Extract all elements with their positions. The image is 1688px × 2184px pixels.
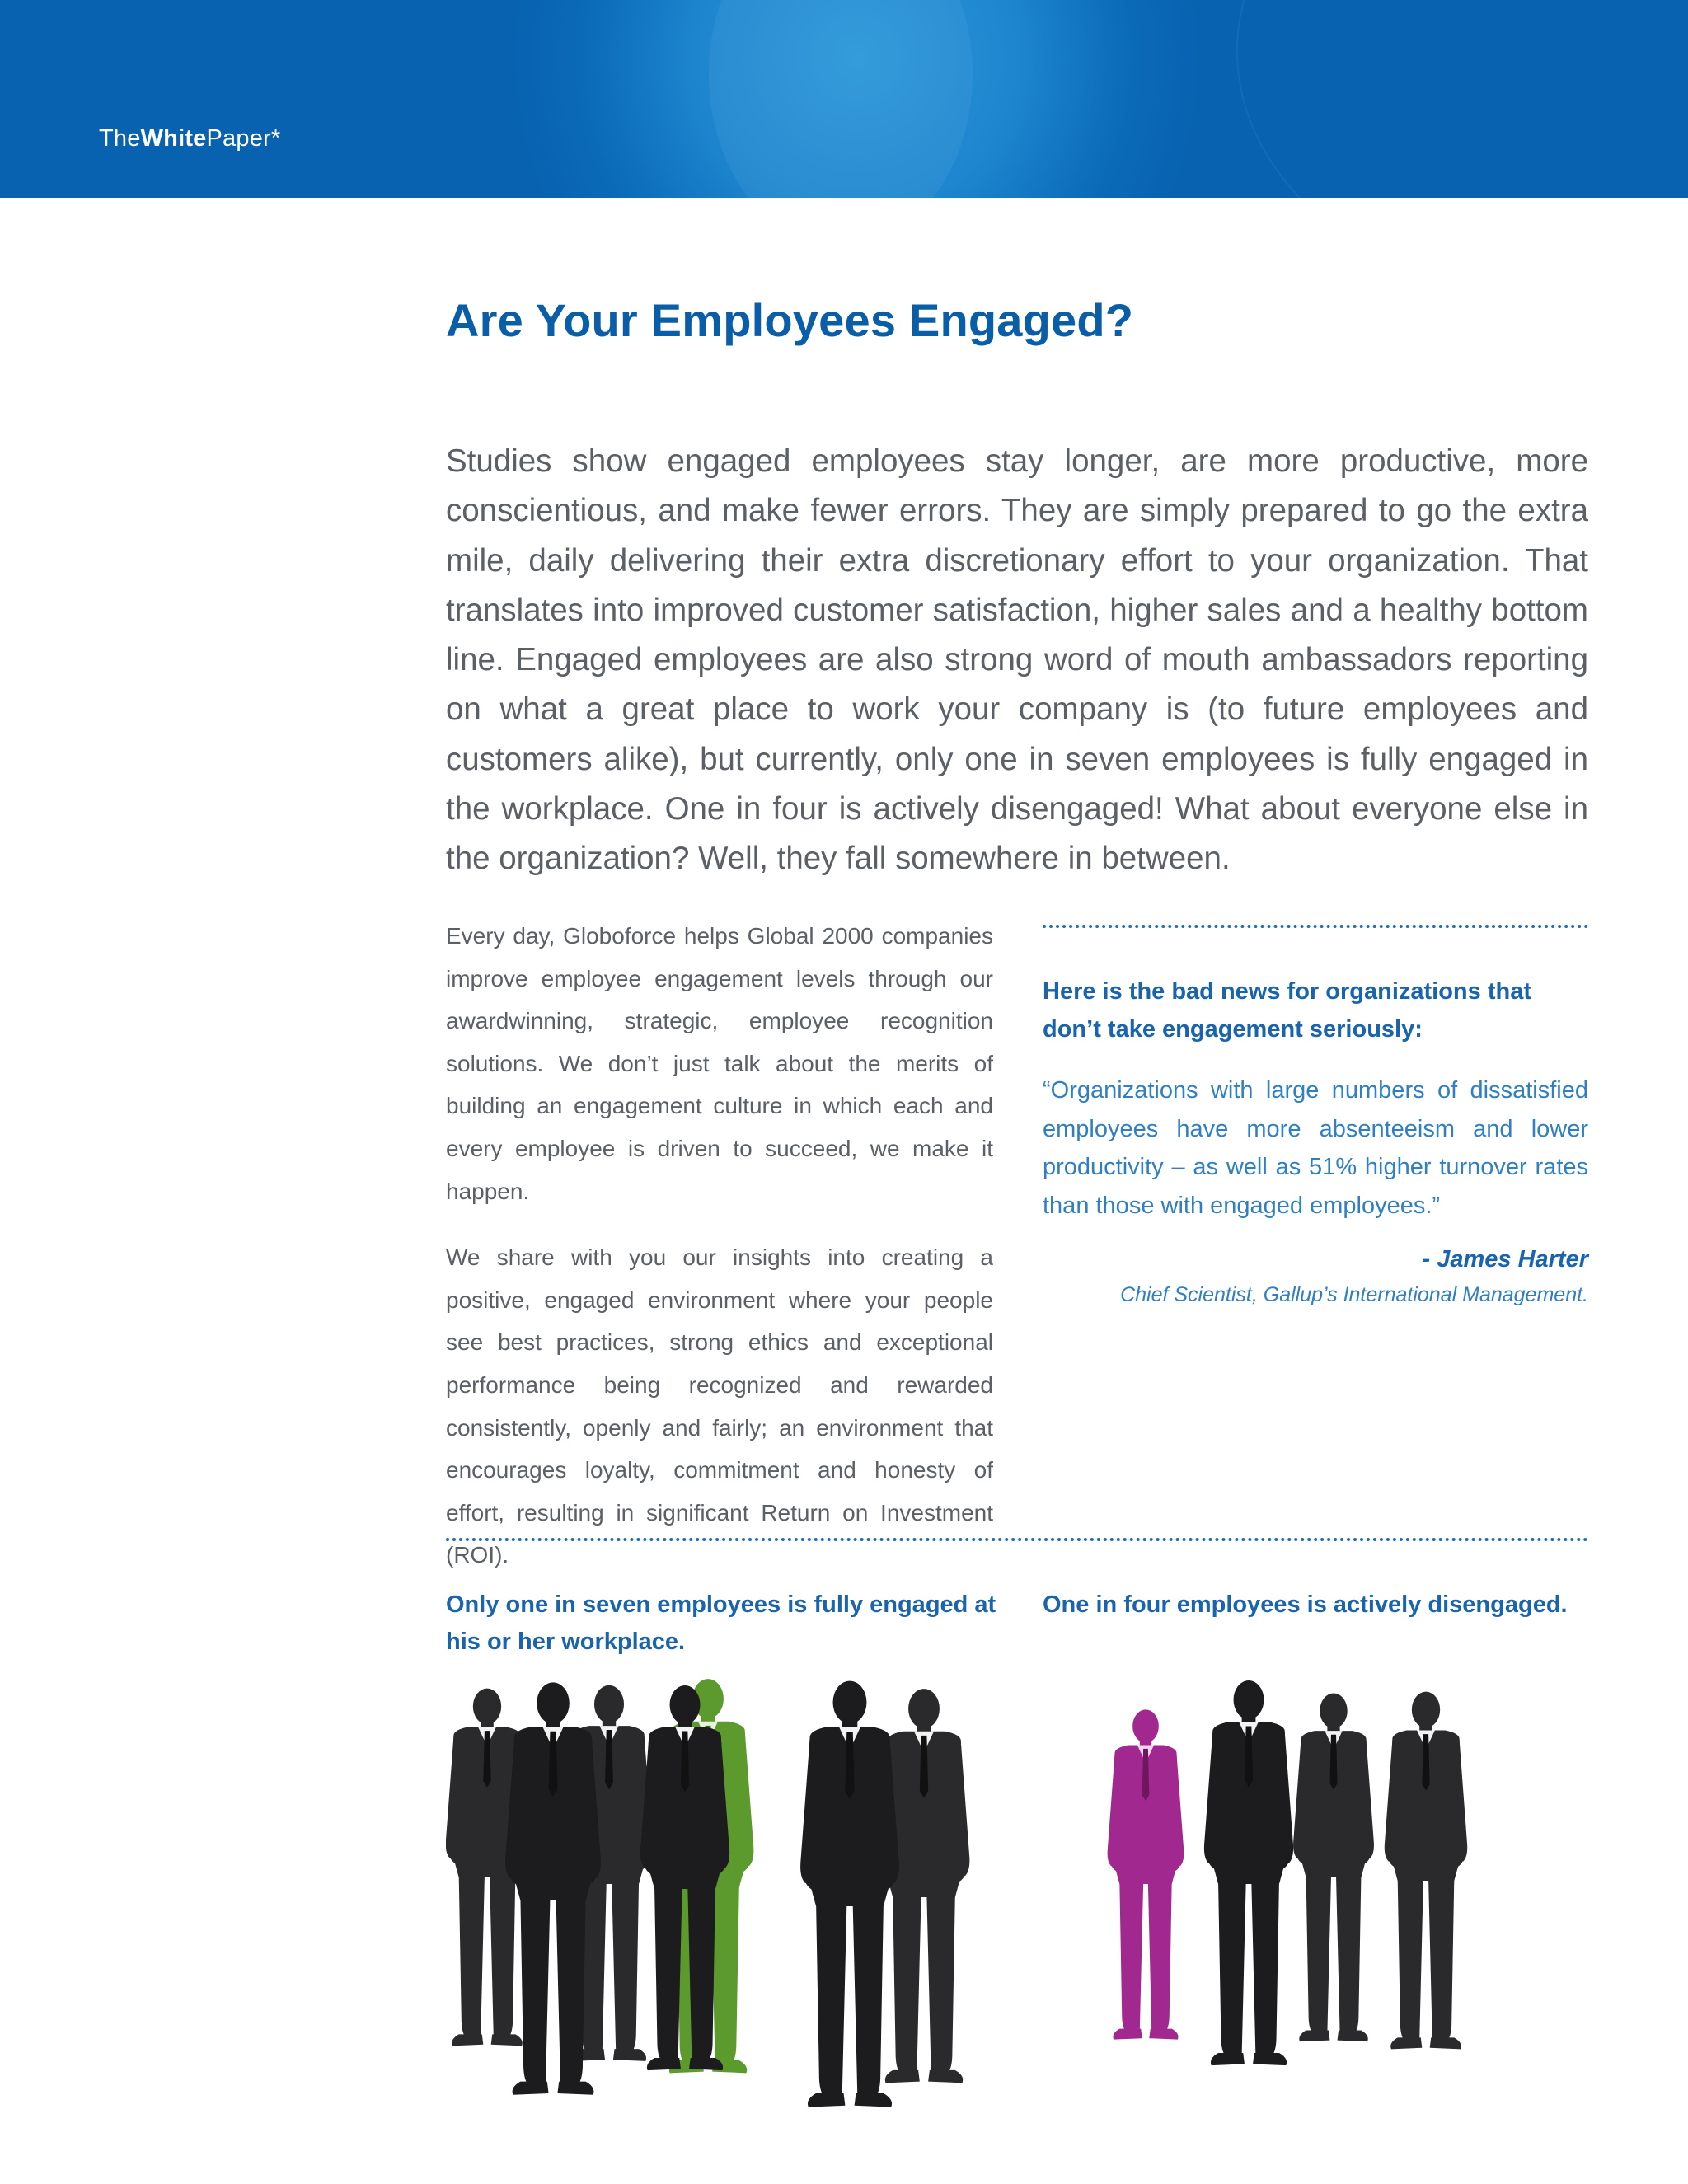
person-silhouette [1204,1680,1293,2065]
body-paragraph-1: Every day, Globoforce helps Global 2000 companies improve employee engagement levels through our awardwinning, strategic, employee recognition solutions. We don’t just talk about the merits of building an engagement culture in which each and every employee is driven to succeed, we make it happen. [446,923,993,1204]
person-silhouette [1293,1694,1374,2042]
person-silhouette [1385,1692,1467,2050]
caption-disengaged: One in four employees is actively disengaged. [1043,1591,1568,1618]
person-silhouette [879,1689,970,2083]
caption-engaged: Only one in seven employees is fully engaged at his or her workplace. [446,1591,996,1655]
header-glow [709,0,973,198]
quote-sidebar [1043,972,1588,1307]
page-title: Are Your Employees Engaged? [446,294,1134,346]
lead-paragraph: Studies show engaged employees stay longer, are more productive, more conscientious, and make fewer errors. They are simply prepared to go the extra mile, daily delivering their extra discretionary effort to your organization. That translates into improved customer satisfaction, higher sales and a healthy bottom line. Engaged employees are also strong word of mouth ambassadors reporting on what a great place to work your company is (to future employees and customers alike), but currently, only one in seven employees is fully engaged in the workplace. One in four is actively disengaged! What about everyone else in the organization? Well, they fall somewhere in between. [446,443,1588,877]
brand-the: The [99,125,141,152]
engaged-group-illustration [446,1673,1006,2143]
quote-author: - James Harter [1422,1246,1588,1272]
brand-paper: Paper* [206,125,281,152]
brand-logo [99,125,280,152]
header-arc [1236,0,1688,198]
disengaged-group-illustration [1104,1673,1500,2069]
header-banner [0,0,1688,198]
body-column [446,915,993,1577]
body-paragraph-2: We share with you our insights into creating a positive, engaged environment where your people see best practices, strong ethics and exceptional performance being recognized and rewarded consistently, openly and fairly; an environment that encourages loyalty, commitment and honesty of effort, resulting in significant Return on Investment (ROI). [446,1244,993,1568]
quote-text: “Organizations with large numbers of dissatisfied employees have more absenteeism and lower productivity – as well as 51% higher turnover rates than those with engaged employees.” [1043,1077,1588,1219]
disengaged-person-silhouette [1108,1709,1184,2039]
sidebar-divider [1043,925,1588,928]
section-divider [446,1538,1588,1541]
quote-author-role: Chief Scientist, Gallup’s International Management. [1120,1283,1588,1306]
bad-news-heading: Here is the bad news for organizations that don’t take engagement seriously: [1043,978,1531,1043]
brand-white: White [140,125,207,152]
person-silhouette [800,1681,899,2107]
